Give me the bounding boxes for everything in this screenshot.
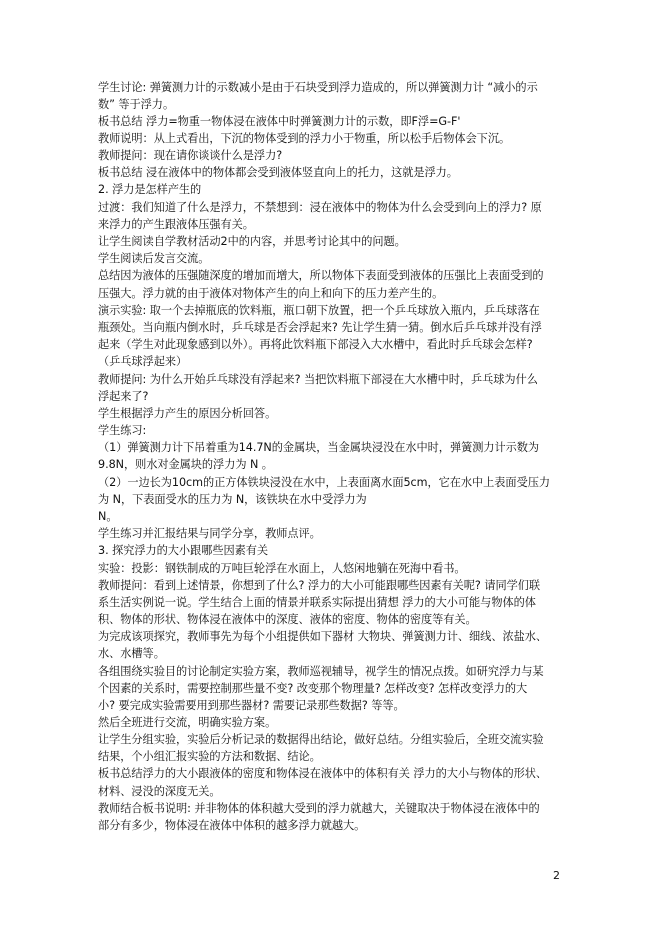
text-line: 教师提问：看到上述情景，你想到了什么? 浮力的大小可能跟哪些因素有关呢? 请同学们联 — [98, 579, 541, 592]
text-line: 水、水槽等。 — [98, 647, 165, 660]
text-line: 然后全班进行交流，明确实验方案。 — [98, 716, 277, 729]
text-line: N。 — [98, 510, 118, 523]
text-line: 学生讨论: 弹簧测力计的示数减小是由于石块受到浮力造成的，所以弹簧测力计 “减小的示 — [98, 81, 538, 94]
text-line: 让学生分组实验，实验后分析记录的数据得出结论，做好总结。分组实验后，全班交流实验 — [98, 733, 544, 746]
text-line: （1）弹簧测力计下吊着重为14.7N的金属块，当金属块浸没在水中时，弹簧测力计示数为 — [98, 441, 540, 454]
text-line: 实验：投影：钢铁制成的万吨巨轮浮在水面上，人悠闲地躺在死海中看书。 — [98, 562, 466, 575]
text-line: 总结因为液体的压强随深度的增加而增大，所以物体下表面受到液体的压强比上表面受到的 — [98, 269, 544, 282]
text-line: （乒乓球浮起来） — [98, 355, 188, 368]
text-line: 9.8N，则水对金属块的浮力为 N 。 — [98, 458, 273, 471]
text-line: 过渡：我们知道了什么是浮力，不禁想到：浸在液体中的物体为什么会受到向上的浮力? 原 — [98, 201, 542, 214]
text-line: （2）一边长为10cm的正方体铁块浸没在水中，上表面离水面5cm，它在水中上表面受压力 — [98, 476, 550, 489]
text-line: 板书总结 浸在液体中的物体都会受到液体竖直向上的托力，这就是浮力。 — [98, 166, 458, 179]
text-line: 演示实验: 取一个去掉瓶底的饮料瓶，瓶口朝下放置，把一个乒乓球放入瓶内，乒乓球落在 — [98, 304, 540, 317]
text-line: 压强大。浮力就的由于液体对物体产生的向上和向下的压力差产生的。 — [98, 287, 444, 300]
text-line: 小? 要完成实验需要用到那些器材? 需要记录那些数据? 等等。 — [98, 699, 405, 712]
text-line: 各组围绕实验目的讨论制定实验方案，教师巡视辅导，视学生的情况点拨。如研究浮力与某 — [98, 665, 544, 678]
text-line: 2. 浮力是怎样产生的 — [98, 183, 202, 196]
text-line: 教师提问：现在请你谈谈什么是浮力? — [98, 149, 283, 162]
text-line: 让学生阅读自学教材活动2中的内容，并思考讨论其中的问题。 — [98, 235, 406, 248]
text-line: 3. 探究浮力的大小跟哪些因素有关 — [98, 544, 269, 557]
text-line: 学生阅读后发言交流。 — [98, 252, 210, 265]
text-line: 材料、浸没的深度无关。 — [98, 785, 221, 798]
text-line: 瓶颈处。当向瓶内倒水时，乒乓球是否会浮起来? 先让学生猜一猜。倒水后乒乓球并没有浮 — [98, 321, 542, 334]
text-line: 教师说明：从上式看出，下沉的物体受到的浮力小于物重，所以松手后物体会下沉。 — [98, 132, 511, 145]
text-line: 数” 等于浮力。 — [98, 98, 175, 111]
text-line: 浮起来了? — [98, 390, 149, 403]
text-line: 教师提问: 为什么开始乒乓球没有浮起来? 当把饮料瓶下部浸在大水槽中时，乒乓球为什么 — [98, 373, 538, 386]
text-line: 板书总结 浮力=物重一物体浸在液体中时弹簧测力计的示数，即F浮=G-F' — [98, 115, 461, 128]
text-line: 教师结合板书说明: 并非物体的体积越大受到的浮力就越大，关键取决于物体浸在液体中的 — [98, 802, 540, 815]
text-line: 学生练习并汇报结果与同学分享，教师点评。 — [98, 527, 321, 540]
text-line: 部分有多少，物体浸在液体中体积的越多浮力就越大。 — [98, 819, 366, 832]
text-line: 系生活实例说一说。学生结合上面的情景并联系实际提出猜想 浮力的大小可能与物体的体 — [98, 596, 536, 609]
text-line: 学生练习: — [98, 424, 147, 437]
text-line: 个因素的关系时，需要控制那些量不变? 改变那个物理量? 怎样改变? 怎样改变浮力的大 — [98, 682, 528, 695]
text-line: 结果，个小组汇报实验的方法和数据、结论。 — [98, 750, 321, 763]
page-number: 2 — [553, 869, 560, 882]
text-line: 为 N，下表面受水的压力为 N，该铁块在水中受浮力为 — [98, 493, 367, 506]
text-line: 板书总结浮力的大小跟液体的密度和物体浸在液体中的体积有关 浮力的大小与物体的形状、 — [98, 767, 548, 780]
text-line: 起来（学生对此现象感到以外）。再将此饮料瓶下部浸入大水槽中，看此时乒乓球会怎样? — [98, 338, 533, 351]
text-line: 学生根据浮力产生的原因分析回答。 — [98, 407, 277, 420]
text-line: 为完成该项探究，教师事先为每个小组提供如下器材 大物块、弹簧测力计、细线、浓盐水、 — [98, 630, 548, 643]
text-line: 来浮力的产生跟液体压强有关。 — [98, 218, 254, 231]
text-line: 积、物体的形状、物体浸在液体中的深度、液体的密度、物体的密度等有关。 — [98, 613, 477, 626]
